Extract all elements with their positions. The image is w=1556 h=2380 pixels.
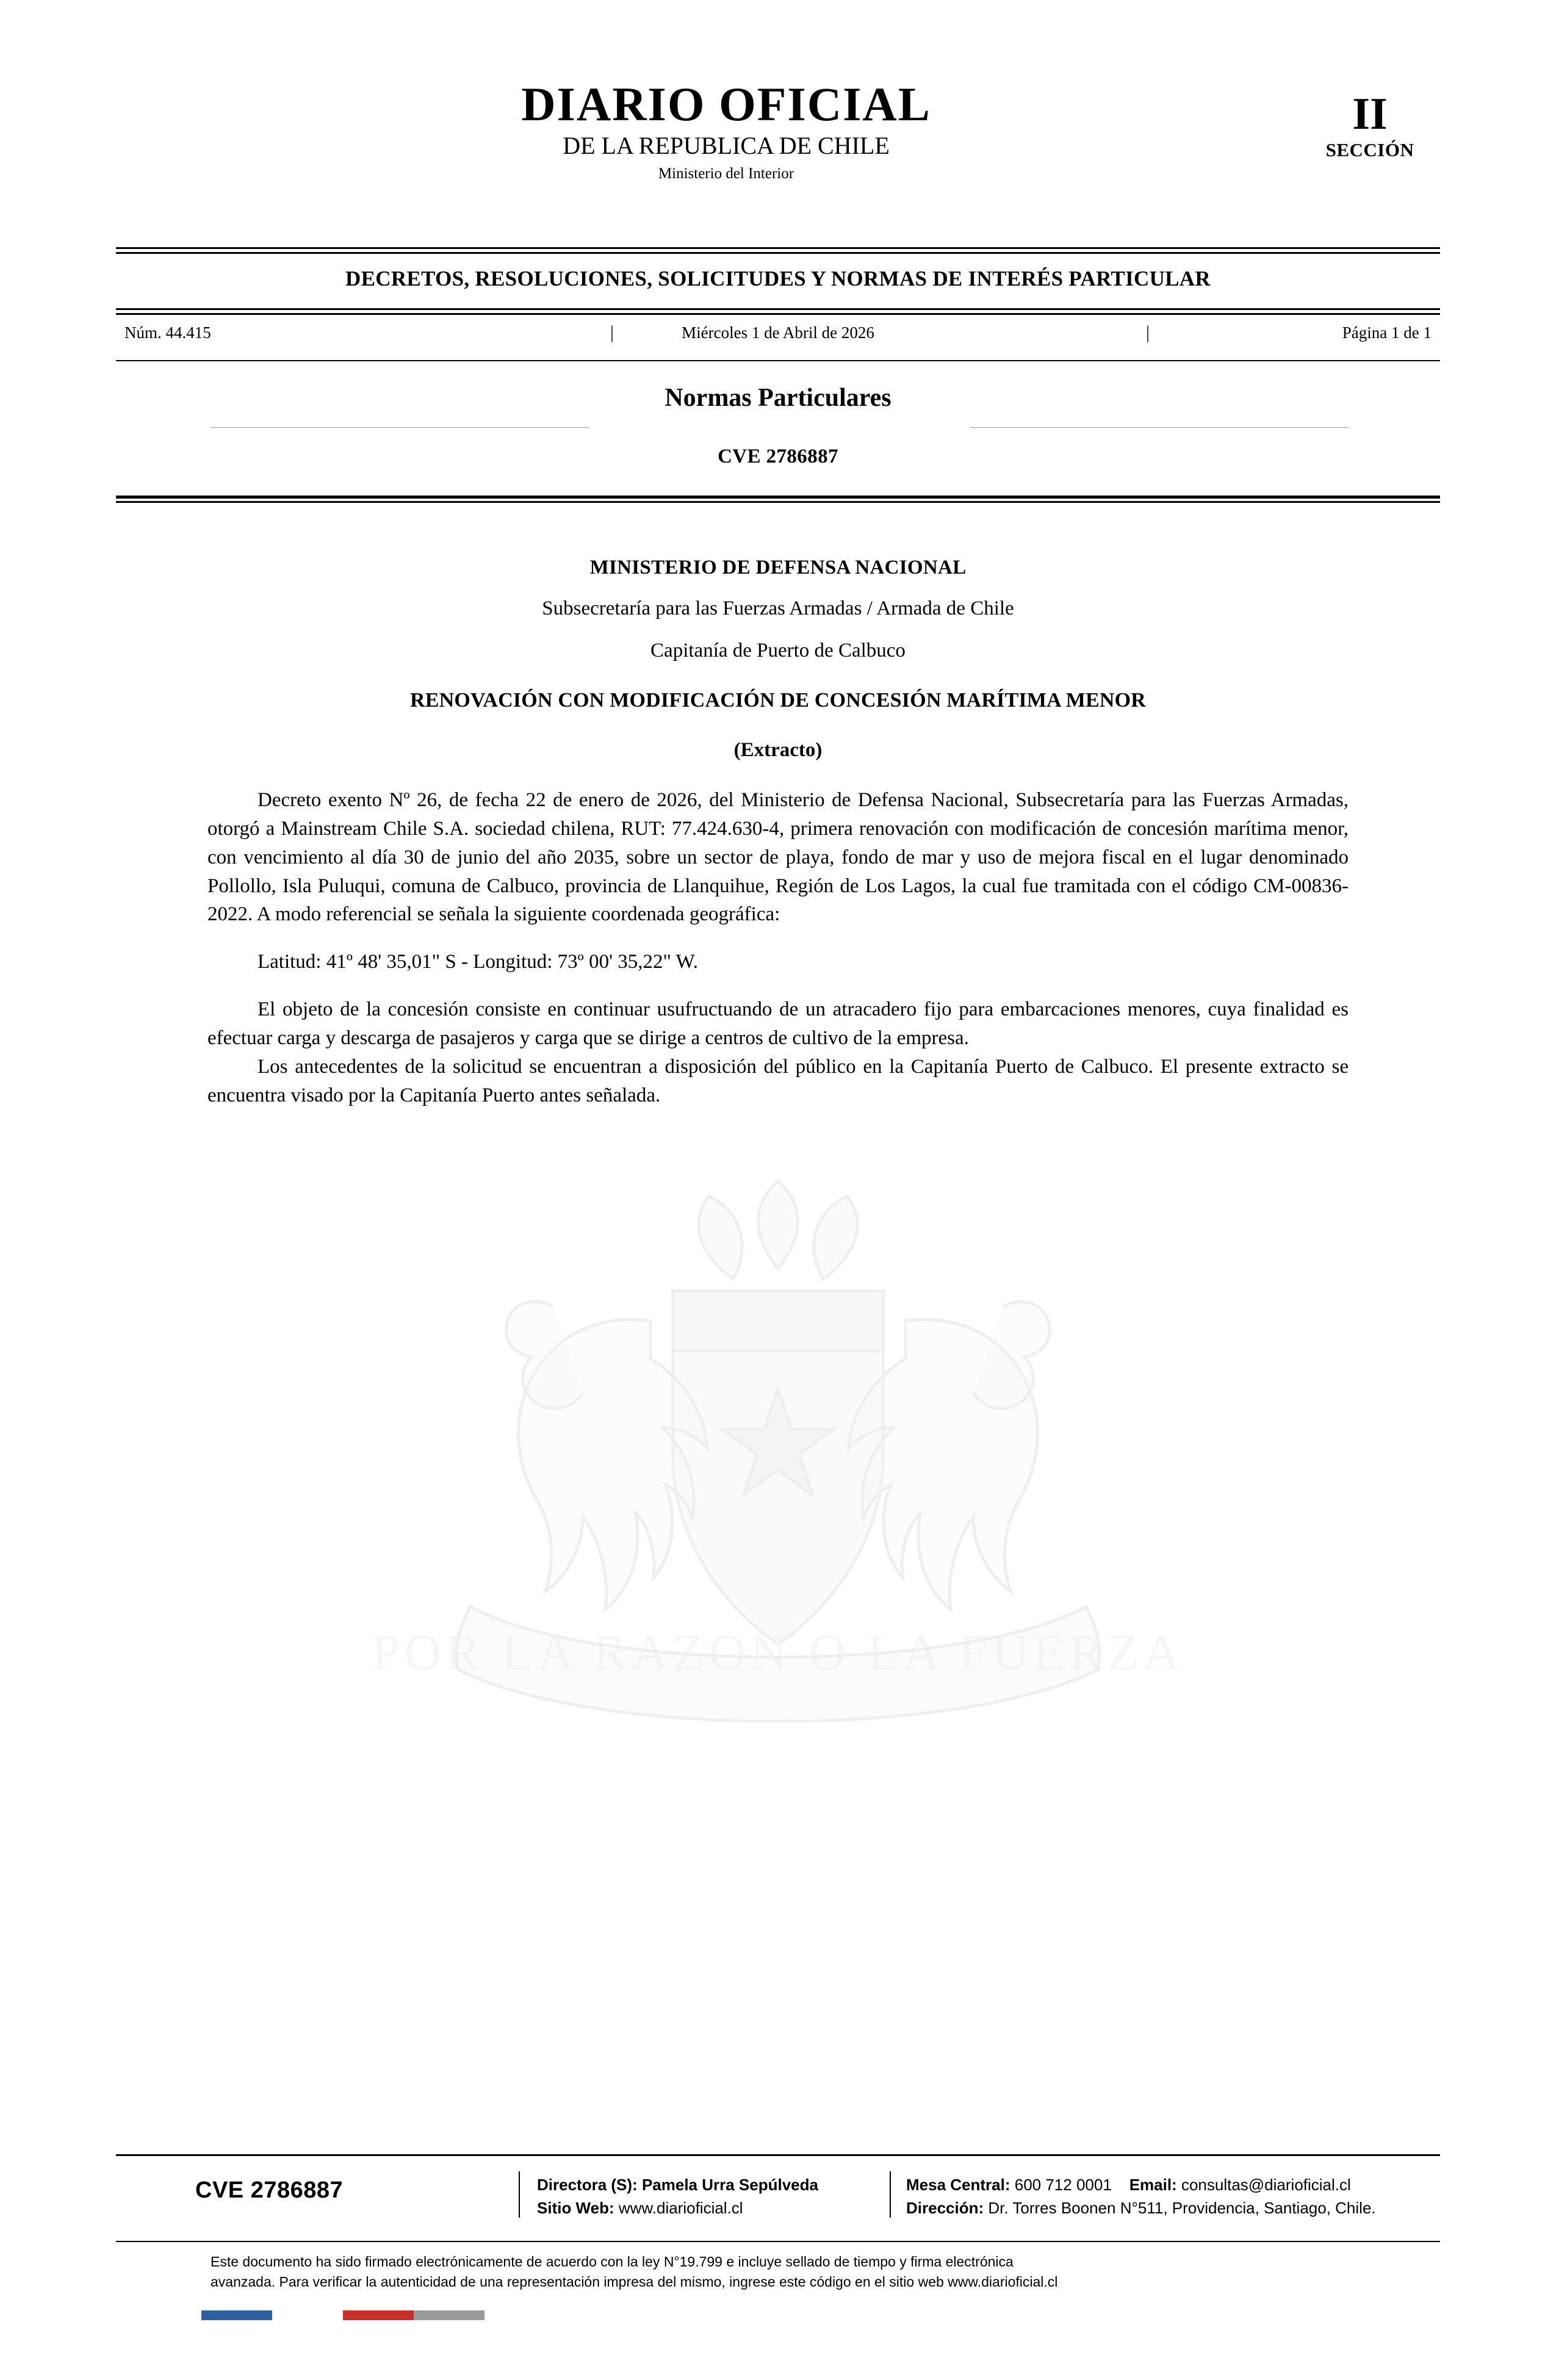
- rule-below-banner: [116, 308, 1440, 315]
- color-bar-white: [272, 2310, 343, 2320]
- masthead-subtitle: DE LA REPUBLICA DE CHILE: [563, 132, 890, 160]
- footer-divider-2: [890, 2171, 891, 2218]
- color-bar-red: [343, 2310, 414, 2320]
- rule-above-banner: [116, 247, 1440, 254]
- footer-divider-1: [519, 2171, 520, 2218]
- footer-direccion-value: Dr. Torres Boonen N°511, Providencia, Santiago, Chile.: [988, 2198, 1376, 2217]
- footer-sitio-value[interactable]: www.diarioficial.cl: [618, 2198, 743, 2217]
- section-number: II: [1352, 89, 1388, 139]
- footer-directora-label: Directora (S):: [537, 2176, 638, 2194]
- footer-column-director: [537, 2174, 818, 2220]
- doc-paragraph-2: El objeto de la concesión consiste en continuar usufructuando de un atracadero fijo para embarcaciones menores, cuya finalidad es efectuar carga y descarga de pasajeros y carga que se dirige a centros de cultivo de la empresa.: [207, 998, 1349, 1050]
- footer-directora-row: [537, 2174, 818, 2197]
- legal-notice: [211, 2252, 1352, 2293]
- masthead-ministry: Ministerio del Interior: [658, 165, 794, 182]
- footer-mesa-label: Mesa Central:: [906, 2176, 1010, 2194]
- issue-date: Miércoles 1 de Abril de 2026: [682, 323, 874, 342]
- footer-mid-rule: [116, 2241, 1440, 2242]
- section-word: SECCIÓN: [1325, 139, 1414, 160]
- issue-page: Página 1 de 1: [1342, 323, 1432, 342]
- doc-subsecretaria: Subsecretaría para las Fuerzas Armadas / Armada de Chile: [542, 597, 1014, 619]
- footer-mesa-value: 600 712 0001: [1014, 2176, 1112, 2194]
- masthead: [116, 79, 1440, 220]
- cve-header: CVE 2786887: [718, 445, 838, 467]
- footer-top-rule: [116, 2154, 1440, 2156]
- coat-of-arms-watermark: [320, 1111, 1236, 1892]
- footer-email-value[interactable]: consultas@diarioficial.cl: [1181, 2176, 1351, 2194]
- footer-email-label: Email:: [1129, 2176, 1177, 2194]
- issue-line: [116, 323, 1440, 352]
- legal-line-2: avanzada. Para verificar la autenticidad de una representación impresa del mismo, ingrese este código en el sitio web www.diarioficial.cl: [211, 2274, 1058, 2290]
- rule-left-ornament: [211, 427, 589, 428]
- rule-right-ornament: [970, 427, 1349, 428]
- footer-sitio-row: [537, 2197, 818, 2220]
- issue-number: Núm. 44.415: [124, 323, 211, 342]
- color-bar-gray: [414, 2310, 484, 2320]
- footer-direccion-label: Dirección:: [906, 2198, 984, 2217]
- issue-separator-2: |: [1146, 322, 1150, 342]
- doc-paragraph-3: Los antecedentes de la solicitud se encuentran a disposición del público en la Capitanía Puerto de Calbuco. El presente extracto se encuentra visado por la Capitanía Puerto antes señalada.: [207, 1056, 1349, 1106]
- color-bar-blue: [201, 2310, 272, 2320]
- footer-directora-value: Pamela Urra Sepúlveda: [641, 2176, 818, 2194]
- doc-extracto-label: (Extracto): [733, 739, 823, 761]
- issue-separator-1: |: [610, 322, 614, 342]
- page-title: DIARIO OFICIAL: [521, 78, 931, 131]
- footer-sitio-label: Sitio Web:: [537, 2198, 614, 2217]
- doc-title: RENOVACIÓN CON MODIFICACIÓN DE CONCESIÓN MARÍTIMA MENOR: [409, 689, 1147, 712]
- doc-coordinates: Latitud: 41º 48' 35,01" S - Longitud: 73º 00' 35,22" W.: [258, 951, 699, 973]
- doc-paragraph-1: Decreto exento Nº 26, de fecha 22 de enero de 2026, del Ministerio de Defensa Nacional, Subsecretaría para las Fuerzas Armadas, otorgó a Mainstream Chile S.A. sociedad chilena, RUT: 77.424.630-4, primera renovación con modificación de concesión marítima menor, con vencimiento al día 30 de junio del año 2035, sobre un sector de playa, fondo de mar y uso de mejora fiscal en el lugar denominado Pollollo, Isla Puluqui, comuna de Calbuco, provincia de Llanquihue, Región de Los Lagos, la cual fue tramitada con el código CM-00836-2022. A modo referencial se señala la siguiente coordenada geográfica:: [207, 789, 1349, 926]
- doc-ministry: MINISTERIO DE DEFENSA NACIONAL: [589, 557, 967, 579]
- doc-capitania: Capitanía de Puerto de Calbuco: [650, 640, 906, 662]
- color-bars: [201, 2310, 484, 2320]
- footer-mesa-row: [906, 2174, 1376, 2197]
- rule-below-issue: [116, 360, 1440, 361]
- section-marker: [1300, 89, 1440, 161]
- footer: [116, 2164, 1440, 2243]
- footer-cve: CVE 2786887: [195, 2177, 344, 2203]
- footer-column-contact: [906, 2174, 1376, 2220]
- footer-direccion-row: [906, 2197, 1376, 2220]
- document-body: [207, 549, 1349, 1110]
- legal-line-1: Este documento ha sido firmado electrónicamente de acuerdo con la ley N°19.799 e incluye sellado de tiempo y firma electrónica: [211, 2254, 1014, 2270]
- section-title: Normas Particulares: [665, 384, 891, 412]
- svg-text:POR LA RAZON O LA FUERZA: POR LA RAZON O LA FUERZA: [371, 1624, 1185, 1681]
- rule-above-body: [116, 496, 1440, 503]
- section-banner: DECRETOS, RESOLUCIONES, SOLICITUDES Y NORMAS DE INTERÉS PARTICULAR: [345, 267, 1211, 290]
